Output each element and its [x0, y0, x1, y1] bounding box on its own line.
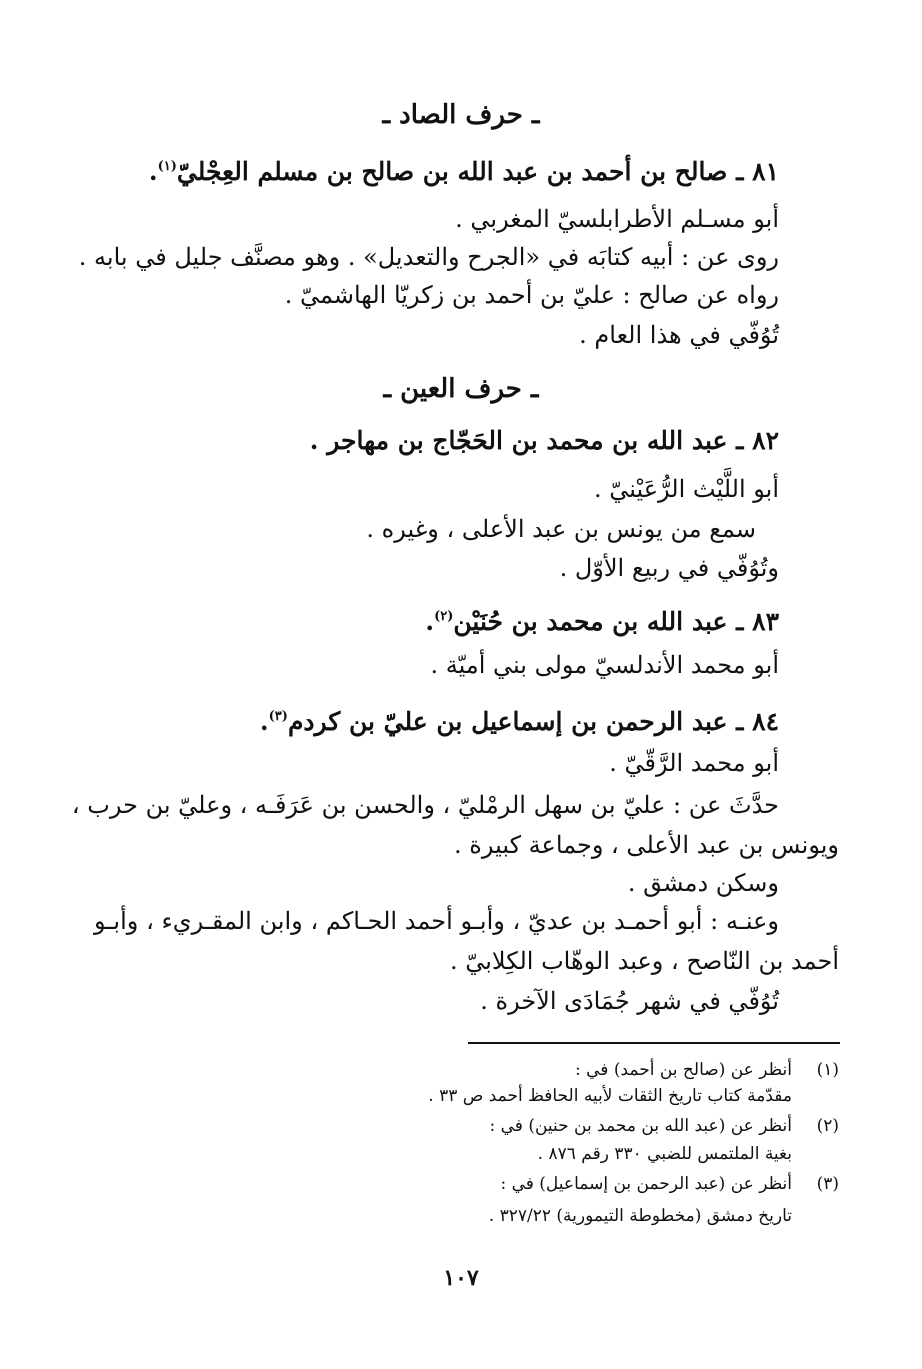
entry-84-line-4: وسكن دمشق . — [627, 869, 779, 897]
entry-81-title-end: . — [148, 157, 158, 186]
entry-81-title-text: ٨١ ـ صالح بن أحمد بن عبد الله بن صالح بن مسلم العِجْليّ — [176, 157, 779, 186]
footnote-2-line-2: بغية الملتمس للضبي ٣٣٠ رقم ٨٧٦ . — [537, 1144, 792, 1164]
section-heading-sad: ـ حرف الصاد ـ — [382, 100, 540, 130]
footnote-ref-1: (١) — [157, 159, 177, 174]
entry-84-title-end: . — [259, 707, 269, 736]
entry-81-line-3: رواه عن صالح : عليّ بن أحمد بن زكريّا الهاشميّ . — [284, 281, 779, 309]
footnote-ref-3: (٣) — [268, 709, 288, 724]
footnote-2-number: (٢) — [816, 1116, 839, 1136]
entry-81-line-2: روى عن : أبيه كتابَه في «الجرح والتعديل» . وهو مصنَّف جليل في بابه . — [78, 243, 779, 271]
entry-84-line-7: تُوُفّي في شهر جُمَادَى الآخرة . — [480, 987, 779, 1015]
entry-84-line-2: حدَّثَ عن : عليّ بن سهل الرمْليّ ، والحسن بن عَرَفَـه ، وعليّ بن حرب ، — [71, 791, 779, 819]
entry-82-title: ٨٢ ـ عبد الله بن محمد بن الحَجّاج بن مهاجر . — [309, 426, 779, 455]
page-number: ١٠٧ — [443, 1265, 479, 1291]
entry-84-line-6: أحمد بن النّاصح ، وعبد الوهّاب الكِلابيّ . — [449, 947, 839, 975]
section-heading-ain: ـ حرف العين ـ — [383, 374, 539, 404]
footnote-1-number: (١) — [816, 1060, 839, 1080]
entry-83-title-end: . — [425, 607, 435, 636]
entry-84-line-5: وعنـه : أبو أحمـد بن عديّ ، وأبـو أحمد الحـاكم ، وابن المقـريء ، وأبـو — [94, 907, 779, 935]
footnote-3-line-1: أنظر عن (عبد الرحمن بن إسماعيل) في : — [500, 1174, 792, 1194]
footnote-divider — [468, 1042, 840, 1044]
entry-84-line-3: ويونس بن عبد الأعلى ، وجماعة كبيرة . — [454, 831, 839, 859]
footnote-3-number: (٣) — [816, 1174, 839, 1194]
entry-84-line-1: أبو محمد الرَّقّيّ . — [609, 749, 779, 777]
entry-82-line-2: سمع من يونس بن عبد الأعلى ، وغيره . — [366, 515, 756, 543]
entry-81-line-4: تُوُفّي في هذا العام . — [579, 321, 779, 349]
entry-84-title-text: ٨٤ ـ عبد الرحمن بن إسماعيل بن عليّ بن كردم — [287, 707, 779, 736]
entry-82-line-3: وتُوُفّي في ربيع الأوّل . — [559, 554, 779, 582]
entry-83-line-1: أبو محمد الأندلسيّ مولى بني أميّة . — [430, 651, 779, 679]
footnote-3-line-2: تاريخ دمشق (مخطوطة التيمورية) ٣٢٧/٢٢ . — [488, 1206, 792, 1226]
footnote-1-line-2: مقدّمة كتاب تاريخ الثقات لأبيه الحافظ أحمد ص ٣٣ . — [428, 1086, 792, 1106]
entry-83-title-text: ٨٣ ـ عبد الله بن محمد بن حُنَيْن — [453, 607, 779, 636]
entry-84-title — [260, 700, 779, 739]
footnote-1-line-1: أنظر عن (صالح بن أحمد) في : — [575, 1060, 792, 1080]
footnote-2-line-1: أنظر عن (عبد الله بن محمد بن حنين) في : — [489, 1116, 792, 1136]
entry-82-line-1: أبو اللَّيْث الرُّعَيْنيّ . — [593, 475, 779, 503]
footnote-ref-2: (٢) — [434, 609, 454, 624]
entry-81-line-1: أبو مسـلم الأطرابلسيّ المغربي . — [455, 205, 779, 233]
entry-83-title — [425, 600, 779, 639]
entry-81-title — [149, 150, 779, 189]
